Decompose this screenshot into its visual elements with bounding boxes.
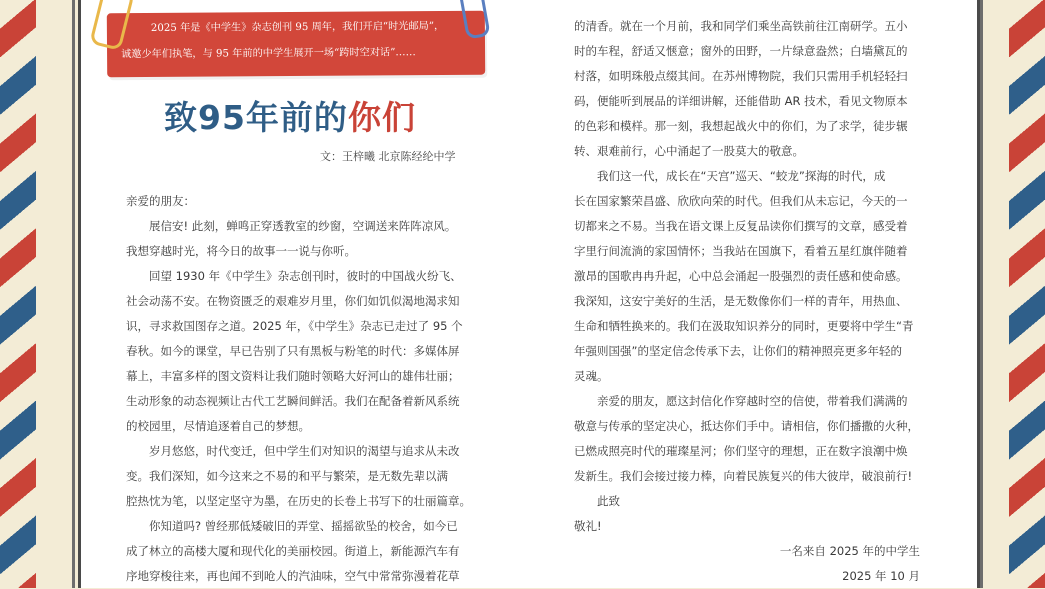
letter-line: 转、艰难前行，心中涌起了一股莫大的敬意。 xyxy=(574,144,804,158)
letter-right-column xyxy=(574,14,919,539)
letter-line: 敬意与传承的坚定决心，抵达你们手中。请相信，你们播撒的火种， xyxy=(574,419,919,433)
letter-line: 字里行间流淌的家国情怀；当我站在国旗下，看着五星红旗伴随着 xyxy=(574,244,908,258)
letter-date: 2025 年 10 月 xyxy=(842,569,920,583)
letter-line: 敬礼! xyxy=(574,519,602,533)
letter-line: 年强则国强”的坚定信念传承下去，让你们的精神照亮更多年轻的 xyxy=(574,344,902,358)
letter-left-column xyxy=(126,189,471,589)
letter-line: 的校园里，尽情追逐着自己的梦想。 xyxy=(126,419,310,433)
letter-line: 识，寻求救国图存之道。2025 年，《中学生》杂志已走过了 95 个 xyxy=(126,319,463,333)
letter-line: 我们这一代，成长在“天宫”巡天、“蛟龙”探海的时代，成 xyxy=(574,169,886,183)
letter-line: 的色彩和模样。那一刻，我想起战火中的你们，为了求学，徒步辗 xyxy=(574,119,908,133)
page-title: 致95年前的你们 xyxy=(164,98,416,137)
paper-edge-right xyxy=(980,0,983,588)
letter-line: 回望 1930 年《中学生》杂志创刊时，彼时的中国战火纷飞、 xyxy=(126,269,462,283)
airmail-border-right xyxy=(1009,0,1045,588)
letter-line: 成了林立的高楼大厦和现代化的美丽校园。街道上，新能源汽车有 xyxy=(126,544,460,558)
letter-line: 亲爱的朋友： xyxy=(126,194,195,208)
letter-line: 灵魂。 xyxy=(574,369,609,383)
letter-line: 亲爱的朋友，愿这封信化作穿越时空的信使，带着我们满满的 xyxy=(574,394,908,408)
letter-line: 我深知，这安宁美好的生活，是无数像你们一样的青年，用热血、 xyxy=(574,294,908,308)
letter-line: 序地穿梭往来，再也闻不到呛人的汽油味，空气中常常弥漫着花草 xyxy=(126,569,460,583)
letter-line: 发新生。我们会接过接力棒，向着民族复兴的伟大彼岸，破浪前行! xyxy=(574,469,913,483)
letter-line: 你知道吗? 曾经那低矮破旧的弄堂、摇摇欲坠的校舍，如今已 xyxy=(126,519,458,533)
letter-line: 时的车程，舒适又惬意；窗外的田野，一片绿意盎然；白墙黛瓦的 xyxy=(574,44,908,58)
intro-banner xyxy=(107,11,485,78)
letter-line: 激昂的国歌冉冉升起，心中总会涌起一股强烈的责任感和使命感。 xyxy=(574,269,908,283)
letter-line: 生动形象的动态视频让古代工艺瞬间鲜活。我们在配备着新风系统 xyxy=(126,394,460,408)
paper-edge-left xyxy=(72,0,75,588)
signature: 一名来自 2025 年的中学生 xyxy=(779,544,920,558)
letter-line: 生命和牺牲换来的。我们在汲取知识养分的同时，更要将中学生“青 xyxy=(574,319,914,333)
airmail-border-left xyxy=(0,0,36,588)
letter-line: 春秋。如今的课堂，早已告别了只有黑板与粉笔的时代：多媒体屏 xyxy=(126,344,460,358)
banner-line-1: 2025 年是《中学生》杂志创刊 95 周年，我们开启“时光邮局”， xyxy=(150,20,445,35)
letter-line: 岁月悠悠，时代变迁，但中学生们对知识的渴望与追求从未改 xyxy=(126,444,460,458)
letter-line: 村落，如明珠般点缀其间。在苏州博物院，我们只需用手机轻轻扫 xyxy=(574,69,908,83)
banner-line-2: 诚邀少年们执笔，与 95 年前的中学生展开一场“跨时空对话”…… xyxy=(121,47,416,61)
letter-line: 长在国家繁荣昌盛、欣欣向荣的时代。但我们从未忘记，今天的一 xyxy=(574,194,908,208)
letter-line: 码，便能听到展品的详细讲解，还能借助 AR 技术，看见文物原本 xyxy=(574,94,908,108)
letter-line: 幕上，丰富多样的图文资料让我们随时领略大好河山的雄伟壮丽； xyxy=(126,369,460,383)
letter-line: 此致 xyxy=(574,494,620,508)
letter-line: 变。我们深知，如今这来之不易的和平与繁荣，是无数先辈以满 xyxy=(126,469,448,483)
letter-line: 切都来之不易。当我在语文课上反复品读你们撰写的文章，感受着 xyxy=(574,219,908,233)
letter-line: 已燃成照亮时代的璀璨星河；你们坚守的理想，正在数字浪潮中焕 xyxy=(574,444,908,458)
letter-line: 的清香。就在一个月前，我和同学们乘坐高铁前往江南研学。五小 xyxy=(574,19,908,33)
byline: 文：王梓曦 北京陈经纶中学 xyxy=(320,150,456,163)
letter-line: 展信安! 此刻，蝉鸣正穿透教室的纱窗，空调送来阵阵凉风。 xyxy=(126,219,457,233)
letter-line: 我想穿越时光，将今日的故事一一说与你听。 xyxy=(126,244,356,258)
letter-line: 社会动荡不安。在物资匮乏的艰难岁月里，你们如饥似渴地渴求知 xyxy=(126,294,460,308)
letter-line: 腔热忱为笔，以坚定坚守为墨，在历史的长卷上书写下的壮丽篇章。 xyxy=(126,494,471,508)
